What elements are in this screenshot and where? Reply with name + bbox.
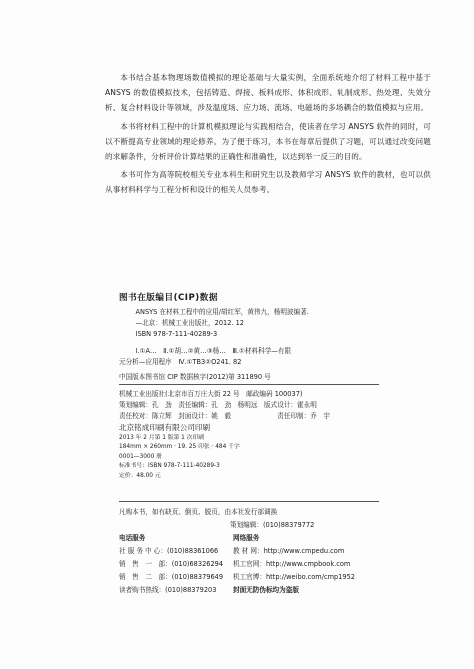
sales-dept-1-phone: 销 售 一 部：(010)68326294 xyxy=(119,560,224,568)
abstract-paragraph: 本书结合基本物理场数值模拟的理论基础与大量实例，全面系统地介绍了材料工程中基于 ANSYS 的数值模拟技术，包括铸造、焊接、板料成形、体积成形、轧制成形、热处理、失效分析、复合材料设计等领域，涉及温度场、应力场、流场、电磁场的多场耦合的数值模拟与应用。 xyxy=(105,73,431,113)
cip-heading: 图书在版编目(CIP)数据 xyxy=(119,293,218,303)
copies-line: 0001—3000 册 xyxy=(119,453,162,460)
printer-line: 北京铭成印刷有限公司印刷 xyxy=(119,423,211,432)
divider xyxy=(119,501,379,502)
divider xyxy=(119,384,379,385)
abstract xyxy=(105,70,431,201)
official-weibo: 机工官博：http://weibo.com/cmp1952 xyxy=(233,573,355,581)
cip-line: 元分析—应用程序 Ⅳ.①TB3②O241. 82 xyxy=(119,358,242,366)
service-notice: 凡购本书，如有缺页、倒页、脱页，由本社发行部调换 xyxy=(119,508,278,516)
official-website: 机工官网：http://www.cmpbook.com xyxy=(233,560,351,568)
abstract-paragraph: 本书可作为高等院校相关专业本科生和研究生以及教师学习 ANSYS 软件的教材，也可以供从事材料科学与工程分析和设计的相关人员参考。 xyxy=(105,170,431,195)
cip-line: ISBN 978-7-111-40289-3 xyxy=(135,330,218,338)
abstract-paragraph: 本书将材料工程中的计算机模拟理论与实践相结合，使读者在学习 ANSYS 软件的同时，可以不断提高专业领域的理论修养。为了便于练习，本书在每章后提供了习题，可以通过改变问题的求解条件，分析评价计算结果的正确性和准确性，以达到举一反三的目的。 xyxy=(105,121,431,162)
price-line: 定价：48.00 元 xyxy=(119,472,161,479)
sales-dept-2-phone: 销 售 二 部：(010)88379649 xyxy=(119,573,224,581)
service-center-phone: 社 服 务 中 心：(010)88361066 xyxy=(119,547,219,555)
cip-line: ANSYS 在材料工程中的应用/胡红军，黄伟九，杨明波编著. xyxy=(135,308,309,316)
phone-service-label: 电话服务 xyxy=(119,534,146,542)
format-line: 184mm × 260mm · 19. 25 印张 · 484 千字 xyxy=(119,444,240,451)
edition-line: 2013 年 2 月第 1 版第 1 次印刷 xyxy=(119,435,205,441)
network-service-label: 网络服务 xyxy=(233,534,260,542)
cip-block xyxy=(119,307,419,383)
anti-counterfeit-notice: 封面无防伪标均为盗版 xyxy=(233,586,299,594)
isbn-line: 标准书号：ISBN 978-7-111-40289-3 xyxy=(119,463,220,470)
publisher-block xyxy=(119,389,419,481)
publisher-name: 机械工业出版社(北京市百万庄大街 22 号 邮政编码 100037) xyxy=(119,390,303,398)
planning-editor-phone: 策划编辑：(010)88379772 xyxy=(230,521,315,529)
reader-hotline: 读者购书热线：(010)88379203 xyxy=(119,586,217,594)
textbook-website: 教 材 网：http://www.cmpedu.com xyxy=(233,547,345,555)
cip-line: —北京：机械工业出版社，2012. 12 xyxy=(135,319,244,327)
cip-line: Ⅰ.①A… Ⅱ.①胡…②黄…③杨… Ⅲ.①材料科学—有限 xyxy=(135,347,292,355)
editors-line: 策划编辑：孔 劲 责任编辑：孔 劲 杨明远 版式设计：霍永明 xyxy=(119,401,317,409)
cip-data-number: 中国版本图书馆 CIP 数据核字(2012)第 311890 号 xyxy=(119,373,271,381)
proofreader-line: 责任校对：陈立辉 封面设计：姚 毅 责任印制：乔 宇 xyxy=(119,412,330,420)
